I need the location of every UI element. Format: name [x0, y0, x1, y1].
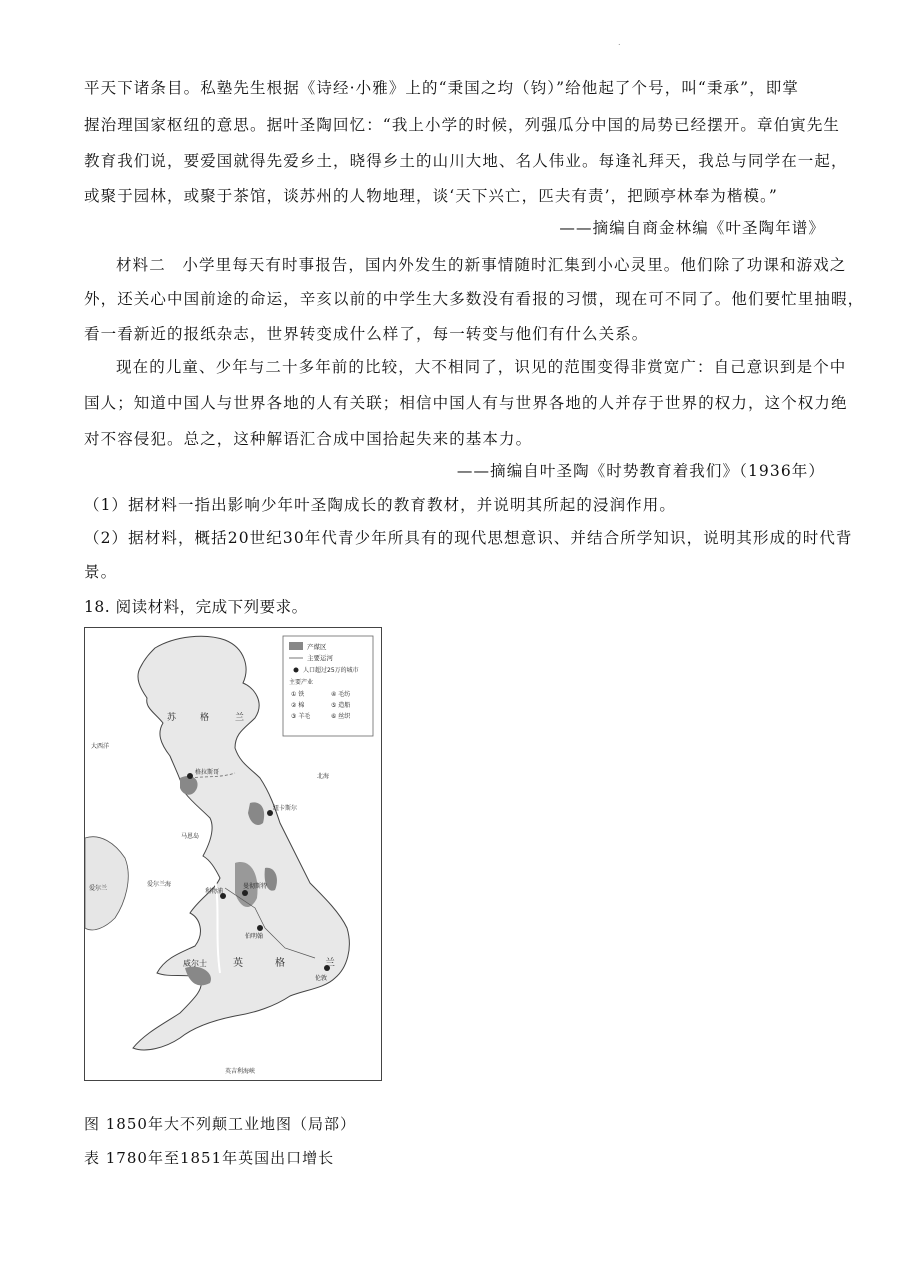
city-dot: [257, 925, 263, 931]
text-line: 国人；知道中国人与世界各地的人有关联；相信中国人有与世界各地的人并存于世界的权力，这个权力绝: [84, 394, 848, 412]
place-label: 利物浦: [205, 888, 224, 895]
text-line: 平天下诸条目。私塾先生根据《诗经·小雅》上的“秉国之均（钧）”给他起了个号，叫“秉承”，即掌: [84, 79, 799, 97]
legend-product: ① 铁: [291, 691, 305, 698]
text-line: 或聚于园林，或聚于茶馆，谈苏州的人物地理，谈‘天下兴亡，匹夫有责’，把顾亭林奉为楷模。”: [84, 187, 778, 205]
region-label: 格: [200, 713, 210, 723]
place-label: 曼彻斯特: [243, 883, 268, 890]
legend-product: ④ 毛纺: [331, 691, 351, 698]
text-line: 对不容侵犯。总之，这种解语汇合成中国拾起失来的基本力。: [84, 430, 533, 448]
britain-industrial-map: [84, 627, 382, 1081]
legend-canal-label: 主要运河: [307, 654, 333, 662]
legend-product: ⑥ 丝织: [331, 713, 351, 720]
city-dot: [242, 890, 248, 896]
region-label: 苏: [167, 713, 177, 723]
text-line: 现在的儿童、少年与二十多年前的比较，大不相同了，识见的范围变得非赏宽广：自己意识到是个中: [116, 358, 847, 376]
place-label: 北海: [317, 773, 330, 780]
place-label: 大西洋: [91, 743, 110, 750]
legend-box: [283, 636, 373, 736]
source-citation: ——摘编自叶圣陶《时势教育着我们》（1936年）: [456, 462, 825, 480]
city-dot: [187, 773, 193, 779]
place-label: 马恩岛: [181, 833, 200, 840]
legend-product: ② 棉: [291, 702, 305, 709]
region-label: 兰: [325, 958, 335, 969]
legend-city-label: 人口超过25万的城市: [303, 667, 359, 674]
region-label: 英: [233, 958, 243, 969]
legend-coal-label: 产煤区: [307, 643, 327, 651]
figure-caption: 图 1850年大不列颠工业地图（局部）: [84, 1115, 356, 1133]
text-line: 教育我们说，要爱国就得先爱乡土，晓得乡土的山川大地、名人伟业。每逢礼拜天，我总与同学在一起，: [84, 152, 848, 170]
question-1: （1）据材料一指出影响少年叶圣陶成长的教育教材，并说明其所起的浸润作用。: [84, 496, 676, 514]
legend-products-title: 主要产业: [289, 679, 314, 686]
text-line: 握治理国家枢纽的意思。据叶圣陶回忆：“我上小学的时候，列强瓜分中国的局势已经摆开。章伯寅先生: [84, 116, 841, 134]
region-label: 格: [275, 958, 285, 969]
legend-city-swatch: [294, 668, 299, 673]
page-marker: .: [618, 38, 621, 47]
legend-product: ⑤ 造船: [331, 702, 351, 709]
region-label: 兰: [235, 713, 245, 723]
place-label: 爱尔兰海: [147, 881, 172, 888]
map-svg: [85, 628, 381, 1080]
question-18: 18. 阅读材料，完成下列要求。: [84, 598, 308, 616]
ireland-landmass: [85, 837, 128, 930]
table-caption: 表 1780年至1851年英国出口增长: [84, 1149, 335, 1167]
legend-product: ③ 羊毛: [291, 713, 311, 720]
question-2-cont: 景。: [84, 563, 118, 581]
text-line: 材料二 小学里每天有时事报告，国内外发生的新事情随时汇集到小心灵里。他们除了功课和游戏之: [116, 256, 847, 274]
text-line: 外，还关心中国前途的命运，辛亥以前的中学生大多数没有看报的习惯，现在可不同了。他们要忙里抽暇，: [84, 290, 865, 308]
legend-coal-swatch: [289, 642, 303, 650]
place-label: 伦敦: [315, 975, 328, 982]
source-citation: ——摘编自商金林编《叶圣陶年谱》: [559, 219, 825, 237]
text-line: 看一看新近的报纸杂志，世界转变成什么样了，每一转变与他们有什么关系。: [84, 325, 649, 343]
place-label: 纽卡斯尔: [273, 805, 298, 812]
question-2: （2）据材料，概括20世纪30年代青少年所具有的现代思想意识、并结合所学知识，说明其形成的时代背: [84, 529, 853, 547]
place-label: 格拉斯哥: [195, 769, 220, 776]
place-label: 伯明翰: [245, 933, 264, 940]
region-label: 威尔士: [183, 959, 207, 968]
place-label: 英吉利海峡: [225, 1068, 256, 1075]
place-label: 爱尔兰: [89, 885, 108, 892]
